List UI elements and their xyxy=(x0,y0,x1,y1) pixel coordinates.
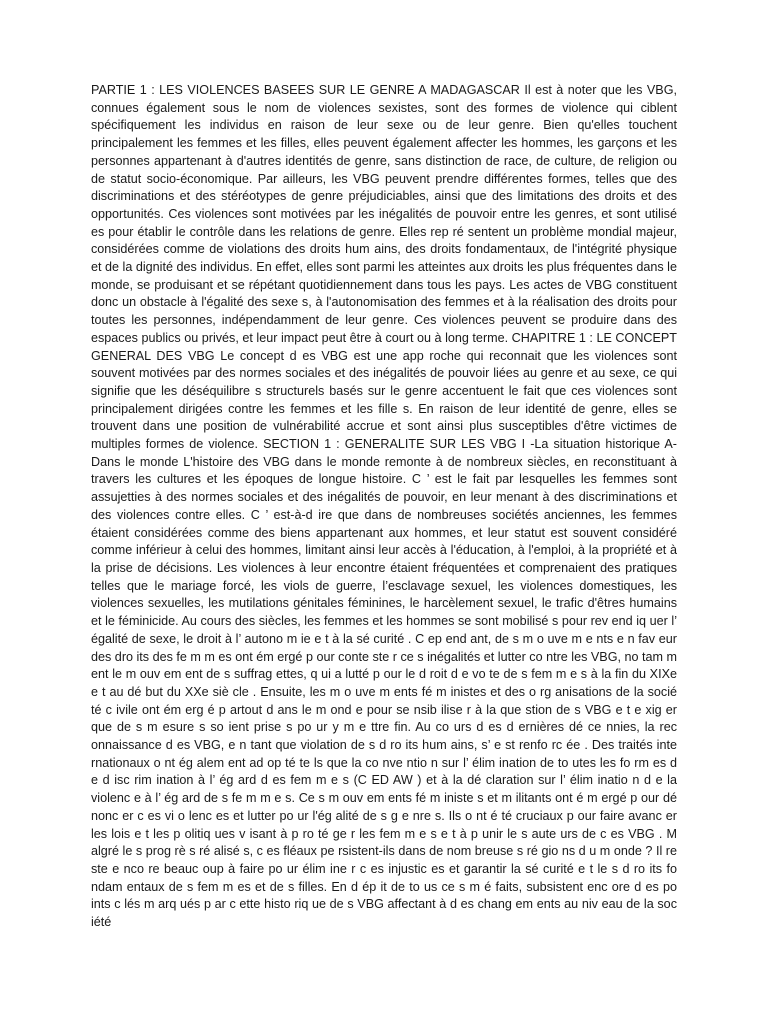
document-body-text: PARTIE 1 : LES VIOLENCES BASEES SUR LE GENRE A MADAGASCAR Il est à noter que les VBG, connues également sous le nom de violences sexistes, sont des formes de violence qui ciblent spécifiquement les individus en raison de leur sexe ou de leur genre. Bien qu'elles touchent principalement les femmes et les filles, elles peuvent également affecter les hommes, les garçons et les personnes appartenant à d'autres identités de genre, sans distinction de race, de culture, de religion ou de statut socio-économique. Par ailleurs, les VBG peuvent prendre différentes formes, telles que des discriminations et des stéréotypes de genre préjudiciables, ainsi que des limitations des droits et des opportunités. Ces violences sont motivées par les inégalités de pouvoir entre les genres, et sont utilisé es pour établir le contrôle dans les relations de genre. Elles rep ré sentent un problème mondial majeur, considérées comme de violations des droits hum ains, des droits fondamentaux, de l'intégrité physique et de la dignité des individus. En effet, elles sont parmi les atteintes aux droits les plus fréquentes dans le monde, se produisant et se répétant quotidiennement dans tous les pays. Les actes de VBG constituent donc un obstacle à l'égalité des sexe s, à l'autonomisation des femmes et à la réalisation des droits pour toutes les personnes, indépendamment de leur genre. Ces violences peuvent se produire dans des espaces publics ou privés, et leur impact peut être à court ou à long terme. CHAPITRE 1 : LE CONCEPT GENERAL DES VBG Le concept d es VBG est une app roche qui reconnait que les violences sont souvent motivées par des normes sociales et des inégalités de pouvoir liées au genre et au sexe, ce qui signifie que les déséquilibre s structurels basés sur le genre accentuent le fait que ces violences sont principalement dirigées contre les femmes et les fille s. En raison de leur identité de genre, elles se trouvent dans une position de vulnérabilité accrue et sont ainsi plus susceptibles d'être victimes de multiples formes de violence. SECTION 1 : GENERALITE SUR LES VBG I -La situation historique A-Dans le monde L'histoire des VBG dans le monde remonte à de nombreux siècles, en reconstituant à travers les cultures et les époques de longue histoire. C ’ est le fait par lesquelles les femmes sont assujetties à des normes sociales et des inégalités de pouvoir, en leur menant à des discriminations et des violences contre elles. C ’ est-à-d ire que dans de nombreuses sociétés anciennes, les femmes étaient considérées comme des biens appartenant aux hommes, et leur statut est souvent considéré comme inférieur à celui des hommes, limitant ainsi leur accès à l'éducation, à l'emploi, à la propriété et à la prise de décisions. Les violences à leur encontre étaient fréquentées et comprenaient des pratiques telles que le mariage forcé, les viols de guerre, l’esclavage sexuel, les violences domestiques, les violences sexuelles, les mutilations génitales féminines, le harcèlement sexuel, le trafic d'êtres humains et le féminicide. Au cours des siècles, les femmes et les hommes se sont mobilisé s pour rev end iq uer l’ égalité de sexe, le droit à l’ autono m ie e t à la sé curité . C ep end ant, de s m o uve m e nts e n fav eur des dro its des fe m m es ont ém ergé p our conte ste r ce s inégalités et lutter co ntre les VBG, no tam m ent le m ouv em ent de s suffrag ettes, q ui a lutté p our le d roit d e vo te de s fem m e s à la fin du XIXe e t au dé but du XXe siè cle . Ensuite, les m o uve m ents fé m inistes et des o rg anisations de la socié té c ivile ont ém erg é p artout d ans le m ond e pour se nsib ilise r à la que stion de s VBG e t e xig er que de s m esure s so ient prise s po ur y m e ttre fin. Au co urs d es d ernières dé ce nnies, la rec onnaissance d es VBG, e n tant que violation de s d ro its hum ains, s’ e st renfo rc ée . Des traités inte rnationaux o nt ég alem ent ad op té te ls que la co nve ntio n sur l’ élim ination de to utes les fo rm es d e d isc rim ination à l’ ég ard d es fem m e s (C ED AW ) et à la dé claration sur l’ élim inatio n d e la violenc e à l’ ég ard de s fe m m e s. Ce s m ouv em ents fé m iniste s et m ilitants ont é m ergé p our dé nonc er c es vi o lenc es et lutter po ur l'ég alité de s g e nre s. Ils o nt é té cruciaux p our faire avanc er les lois e t les p olitiq ues v isant à p ro té ge r les fem m e s e t à p unir le s aute urs de c es VBG . M algré le s prog rè s ré alisé s, c es fléaux pe rsistent-ils dans de nom breuse s ré gio ns d u m onde ? Il re ste e nco re beauc oup à faire po ur élim ine r c es injustic es et garantir la sé curité e t le s d ro its fo ndam entaux de s fem m es et de s filles. En d ép it de to us ce s m é faits, subsistent enc ore d es po ints c lés m arq ués p ar c ette histo riq ue de s VBG affectant à d es chang em ents au niv eau de la soc iété xyxy=(91,83,677,930)
document-page xyxy=(91,82,677,962)
